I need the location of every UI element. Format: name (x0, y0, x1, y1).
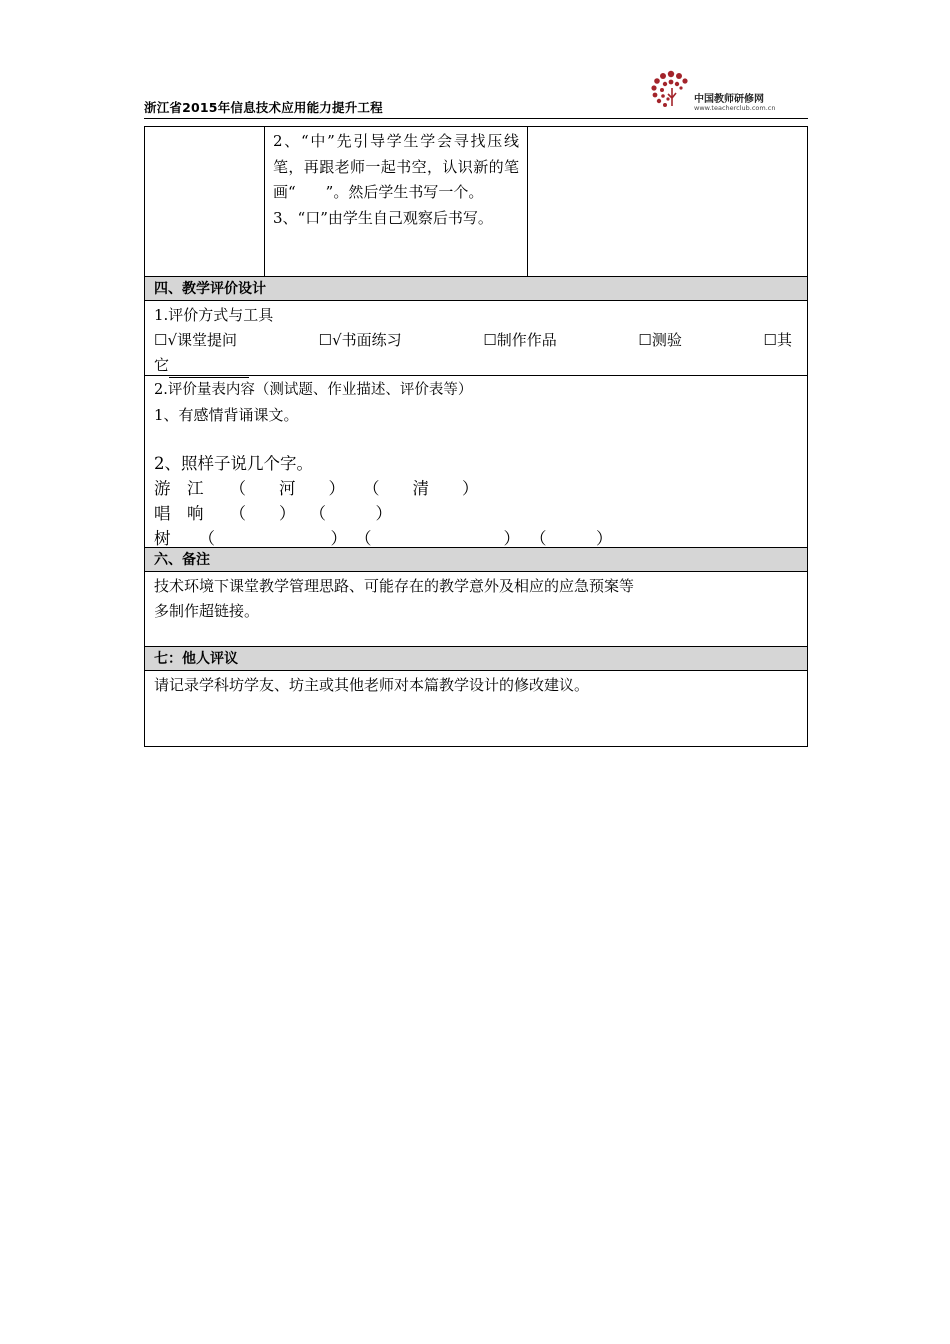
logo-flower-icon (648, 68, 694, 114)
section-7-heading: 七：他人评议 (145, 647, 807, 671)
blank-3a: （ ） (198, 529, 347, 548)
logo-chinese-name: 中国教师研修网 (694, 94, 764, 105)
option-make-work[interactable]: ☐制作作品 (483, 331, 557, 349)
methods-label: 1.评价方式与工具 (154, 306, 274, 324)
notes-line-2: 多制作超链接。 (154, 602, 260, 620)
word-pair-2: 唱 响 (154, 504, 204, 523)
word-row-2 (154, 501, 798, 526)
eval-item-1: 1、有感情背诵课文。 (154, 406, 299, 424)
notes-line-1: 技术环境下课堂教学管理思路、可能存在的教学意外及相应的应急预案等 (154, 577, 635, 595)
eval-item-2: 2、照样子说几个字。 (154, 454, 313, 473)
page-header (144, 64, 808, 119)
content-label: 2.评价量表内容（测试题、作业描述、评价表等） (154, 382, 473, 398)
word-row-1 (154, 476, 798, 501)
blank-1b: （ 清 ） (363, 479, 479, 498)
activity-step-3: 3、“口”由学生自己观察后书写。 (273, 208, 493, 227)
process-activity-cell (265, 127, 528, 276)
header-title: 浙江省2015年信息技术应用能力提升工程 (144, 100, 383, 115)
option-classroom-question[interactable]: ☐√课堂提问 (154, 331, 238, 349)
evaluation-methods-cell (145, 301, 807, 376)
option-written-exercise[interactable]: ☐√书面练习 (318, 331, 402, 349)
logo-url: www.teacherclub.com.cn (694, 104, 776, 112)
evaluation-content-cell (145, 376, 807, 548)
option-other[interactable]: ☐其 (763, 331, 792, 349)
other-label: 它 (154, 356, 170, 374)
methods-options (154, 328, 798, 353)
blank-3c: （ ） (530, 529, 613, 548)
teacherclub-logo (648, 68, 788, 116)
lesson-plan-table (144, 126, 808, 747)
word-pair-1: 游 江 (154, 479, 204, 498)
word-single-3: 树 (154, 529, 171, 548)
review-line-1: 请记录学科坊学友、坊主或其他老师对本篇教学设计的修改建议。 (154, 676, 590, 694)
peer-review-cell (145, 671, 807, 746)
activity-step-2: 2、“中”先引导学生学会寻找压线笔，再跟老师一起书空，认识新的笔画“ ”。然后学生书写一个。 (273, 132, 519, 201)
process-notes-cell (528, 127, 807, 276)
notes-cell (145, 572, 807, 647)
section-6-heading: 六、备注 (145, 548, 807, 572)
option-test[interactable]: ☐测验 (638, 331, 682, 349)
process-stage-cell (145, 127, 265, 276)
blank-2a: （ ） (229, 504, 296, 523)
blank-1a: （ 河 ） (229, 479, 345, 498)
teaching-process-row (145, 127, 807, 277)
blank-2b: （ ） (309, 504, 392, 523)
section-4-heading: 四、教学评价设计 (145, 277, 807, 301)
blank-3b: （ ） (355, 529, 520, 548)
